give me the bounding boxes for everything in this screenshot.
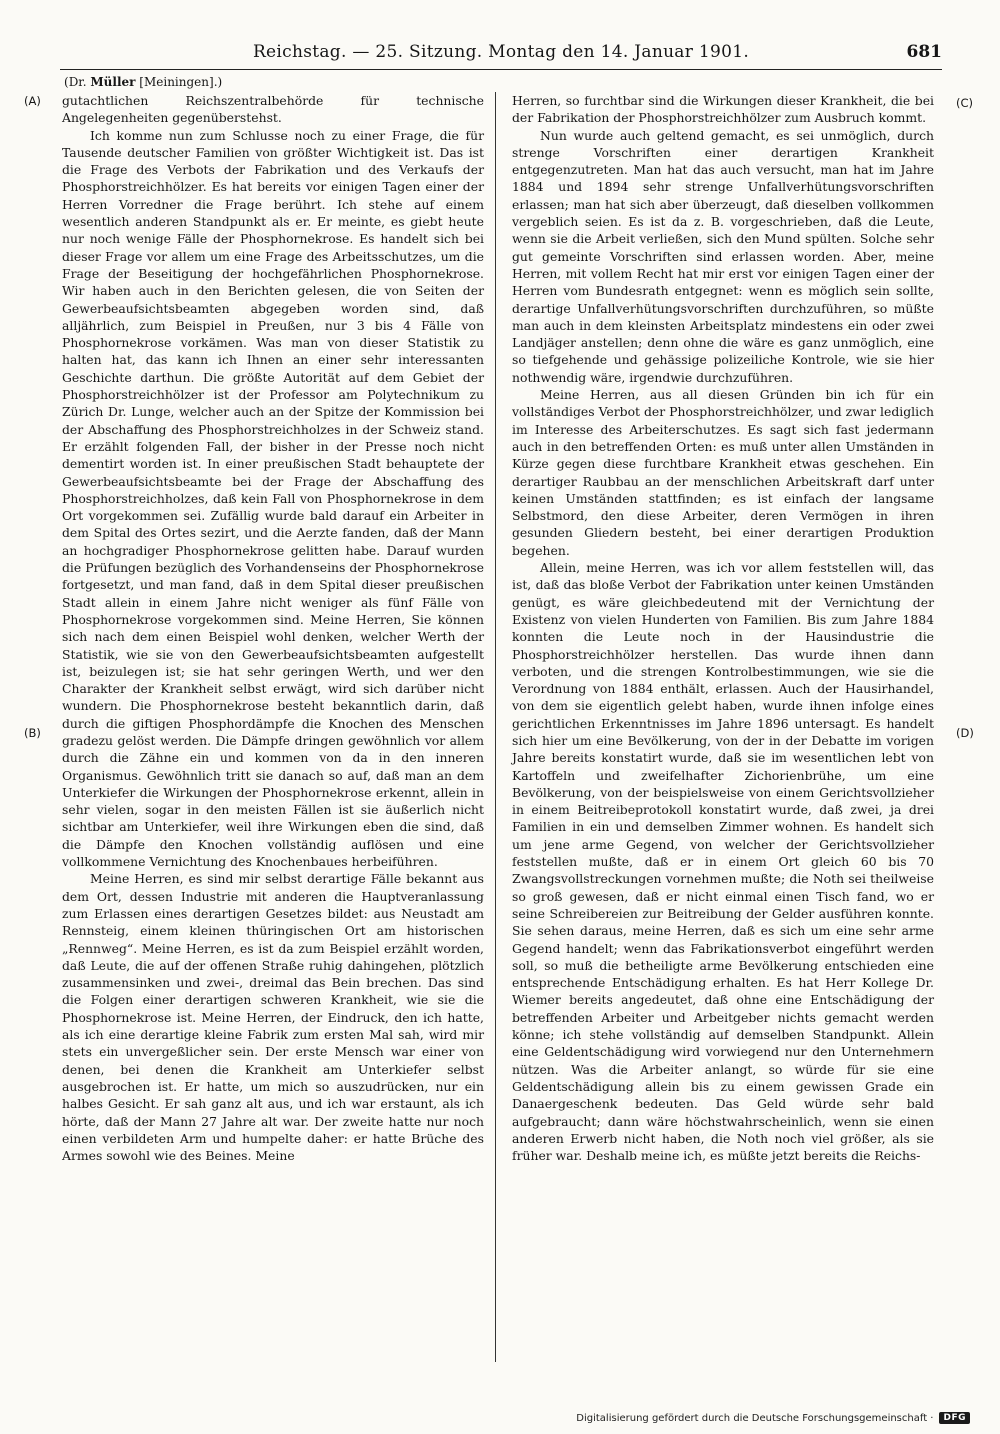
speaker-constituency: [Meiningen].) bbox=[139, 75, 223, 89]
speaker-open-paren: ( bbox=[64, 75, 69, 89]
margin-marker-b: (B) bbox=[24, 726, 41, 740]
footer bbox=[576, 1412, 970, 1424]
speaker-name: Müller bbox=[90, 75, 136, 89]
footer-text: Digitalisierung gefördert durch die Deutsche Forschungsgemeinschaft · bbox=[576, 1412, 934, 1424]
page-header bbox=[60, 38, 942, 68]
header-rule bbox=[60, 69, 942, 70]
paragraph: Allein, meine Herren, was ich vor allem feststellen will, das ist, daß das bloße Verbot der Fabrikation unter keinen Umständen genügt, es wäre gleichbedeutend mit der Vernichtung der Existenz von vielen Hunderten von Familien. Bis zum Jahre 1884 konnten die Leute noch in der Hausindustrie die Phosphorstreichhölzer herstellen. Das wurde ihnen dann verboten, und die strengen Kontrolbestimmungen, wie sie die Verordnung von 1884 enthält, erlassen. Auch der Hausirhandel, von dem sie eigentlich gelebt haben, wurde ihnen infolge eines gerichtlichen Erkenntnisses im Jahre 1896 untersagt. Es handelt sich hier um eine Bevölkerung, von der in der Debatte im vorigen Jahre bereits konstatirt wurde, daß sie im wesentlichen lebt von Kartoffeln und zweifelhafter Zichorienbrühe, um eine Bevölkerung, von der beispielsweise von einem Gerichtsvollzieher in einem Beitreibeprotokoll konstatirt wurde, daß zwei, ja drei Familien in ein und demselben Zimmer wohnen. Es handelt sich um jene arme Gegend, von welcher der Gerichtsvollzieher feststellen mußte, daß er in einem Ort gleich 60 bis 70 Zwangsvollstreckungen vornehmen mußte; die Noth sei theilweise so groß gewesen, daß er nicht einmal einen Tisch fand, wo er seine Schreibereien zur Beitreibung der Gelder ausführen konnte. Sie sehen daraus, meine Herren, daß es sich um eine sehr arme Gegend handelt; wenn das Fabrikationsverbot eingeführt werden soll, so muß die betheiligte arme Bevölkerung entschieden eine entsprechende Entschädigung erhalten. Es hat Herr Kollege Dr. Wiemer bereits angedeutet, daß ohne eine Entschädigung der betreffenden Arbeiter und Arbeitgeber nichts gemacht werden könne; ich stehe vollständig auf demselben Standpunkt. Allein eine Geldentschädigung wird vorwiegend nur den Unternehmern nützen. Was die Arbeiter anlangt, so würde für sie eine Geldentschädigung allein bis zu einem gewissen Grade ein Danaergeschenk bedeuten. Das Geld würde sehr bald aufgebraucht; dann wäre höchstwahrscheinlich, wenn sie einen anderen Erwerb nicht haben, die Noth noch viel größer, als sie früher war. Deshalb meine ich, es müßte jetzt bereits die Reichs- bbox=[512, 560, 934, 1164]
margin-marker-c: (C) bbox=[956, 96, 974, 110]
left-column bbox=[62, 92, 484, 1164]
paragraph: Nun wurde auch geltend gemacht, es sei unmöglich, durch strenge Vorschriften einer derartigen Krankheit entgegenzutreten. Man hat das auch versucht, man hat im Jahre 1884 und 1894 sehr strenge Unfallverhütungsvorschriften erlassen; man hat sich aber überzeugt, daß dieselben vollkommen vergeblich seien. Es ist da z. B. vorgeschrieben, daß die Leute, wenn sie die Arbeit verließen, sich den Mund spülten. Solche sehr gut gemeinte Vorschriften sind erlassen worden. Aber, meine Herren, mit vollem Recht hat mir erst vor einigen Tagen einer der Herren vom Bundesrath entgegnet: wenn es möglich sein sollte, derartige Unfallverhütungsvorschriften durchzuführen, so müßte man auch in dem kleinsten Arbeitsplatz mindestens ein oder zwei Landjäger anstellen; denn ohne die wäre es ganz unmöglich, eine so tiefgehende und gehässige polizeiliche Kontrole, wie sie hier nothwendig wäre, irgendwie durchzuführen. bbox=[512, 127, 934, 385]
column-divider bbox=[495, 92, 496, 1362]
paragraph: Ich komme nun zum Schlusse noch zu einer Frage, die für Tausende deutscher Familien von größter Wichtigkeit ist. Das ist die Frage des Verbots der Fabrikation und des Verkaufs der Phosphorstreichhölzer. Es hat bereits vor einigen Tagen einer der Herren Vorredner die Frage berührt. Ich stehe auf einem wesentlich anderen Standpunkt als er. Er meinte, es giebt heute nur noch wenige Fälle der Phosphornekrose. Es handelt sich bei dieser Frage vor allem um eine Frage des Arbeitsschutzes, um die Frage der Beseitigung der hochgefährlichen Phosphornekrose. Wir haben auch in den Berichten gelesen, die von Seiten der Gewerbeaufsichtsbeamten abgegeben worden sind, daß alljährlich, zum Beispiel in Preußen, nur 3 bis 4 Fälle von Phosphornekrose vorkämen. Was man von dieser Statistik zu halten hat, das kann ich Ihnen an einer sehr interessanten Geschichte darthun. Die größte Autorität auf dem Gebiet der Phosphorstreichhölzer ist der Professor am Polytechnikum zu Zürich Dr. Lunge, welcher auch an der Spitze der Kommission bei der Abschaffung des Phosphorstreichholzes in der Schweiz stand. Er erzählt folgenden Fall, der bisher in der Presse noch nicht dementirt worden ist. In einer preußischen Stadt behauptete der Gewerbeaufsichtsbeamte bei der Frage der Abschaffung des Phosphorstreichholzes, daß kein Fall von Phosphornekrose in dem Ort vorgekommen sei. Zufällig wurde bald darauf ein Arbeiter in dem Spital des Ortes sezirt, und die Aerzte fanden, daß der Mann an hochgradiger Phosphornekrose gelitten habe. Darauf wurden die Prüfungen bezüglich des Vorhandenseins der Phosphornekrose fortgesetzt, und man fand, daß in dem Spital dieser preußischen Stadt allein in einem Jahre nicht weniger als fünf Fälle von Phosphornekrose vorgekommen sind. Meine Herren, Sie können sich nach dem einen Beispiel wohl denken, welcher Werth der Statistik, wie sie von den Gewerbeaufsichtsbeamten aufgestellt ist, beizulegen ist; sie hat sehr geringen Werth, und wer den Charakter der Krankheit selbst erwägt, wird sich darüber nicht wundern. Die Phosphornekrose besteht bekanntlich darin, daß durch die giftigen Phosphordämpfe die Knochen des Menschen gradezu gelöst werden. Die Dämpfe dringen gewöhnlich vor allem durch die Zähne ein und kommen von da in den inneren Organismus. Gewöhnlich tritt sie danach so auf, daß man an dem Unterkiefer die Wirkungen der Phosphornekrose erkennt, allein in sehr vielen, sogar in den meisten Fällen ist sie äußerlich nicht sichtbar am Unterkiefer, weil ihre Wirkungen eben die sind, daß die Dämpfe den Knochen vollständig auflösen und eine vollkommene Vernichtung des Knochenbaues herbeiführen. bbox=[62, 127, 484, 870]
speaker-title: Dr. bbox=[68, 75, 87, 89]
paragraph: Meine Herren, aus all diesen Gründen bin ich für ein vollständiges Verbot der Phosphorstreichhölzer, und zwar lediglich im Interesse des Arbeiterschutzes. Es sagt sich fast jedermann auch in den betreffenden Orten: es muß unter allen Umständen in Kürze gegen diese furchtbare Krankheit etwas geschehen. Ein derartiger Raubbau an der menschlichen Arbeitskraft darf unter keinen Umständen stattfinden; es ist einfach der langsame Selbstmord, den diese Arbeiter, deren Vermögen in ihren gesunden Gliedern besteht, bei einer derartigen Produktion begehen. bbox=[512, 387, 934, 558]
paragraph: Herren, so furchtbar sind die Wirkungen dieser Krankheit, die bei der Fabrikation der Phosphorstreichhölzer zum Ausbruch kommt. bbox=[512, 93, 934, 126]
paragraph: Meine Herren, es sind mir selbst derartige Fälle bekannt aus dem Ort, dessen Industrie mit anderen die Hauptveranlassung zum Erlassen eines derartigen Gesetzes bildet: aus Neustadt am Rennsteig, einem kleinen thüringischen Ort am historischen „Rennweg“. Meine Herren, es ist da zum Beispiel erzählt worden, daß Leute, die auf der offenen Straße ruhig dahingehen, plötzlich zusammensinken und zwei-, dreimal das Bein brechen. Das sind die Folgen einer derartigen schweren Krankheit, wie sie die Phosphornekrose ist. Meine Herren, der Eindruck, den ich hatte, als ich eine derartige kleine Fabrik zum ersten Mal sah, wird mir stets ein unvergeßlicher sein. Der erste Mensch war einer von denen, bei denen die Krankheit am Unterkiefer selbst ausgebrochen ist. Er hatte, um mich so auszudrücken, nur ein halbes Gesicht. Er sah ganz alt aus, und ich war erstaunt, als ich hörte, daß der Mann 27 Jahre alt war. Der zweite hatte nur noch einen verbildeten Arm und humpelte daher: er hatte Brüche des Armes sowohl wie des Beines. Meine bbox=[62, 871, 484, 1164]
margin-marker-a: (A) bbox=[24, 94, 41, 108]
header-title: Reichstag. — 25. Sitzung. Montag den 14. Januar 1901. bbox=[252, 42, 750, 62]
speaker-note bbox=[64, 73, 222, 91]
margin-marker-d: (D) bbox=[956, 726, 974, 740]
dfg-logo: DFG bbox=[939, 1412, 970, 1424]
page-number: 681 bbox=[906, 42, 942, 62]
paragraph: gutachtlichen Reichszentralbehörde für technische Angelegenheiten gegenüberstehst. bbox=[62, 93, 484, 126]
right-column bbox=[512, 92, 934, 1164]
